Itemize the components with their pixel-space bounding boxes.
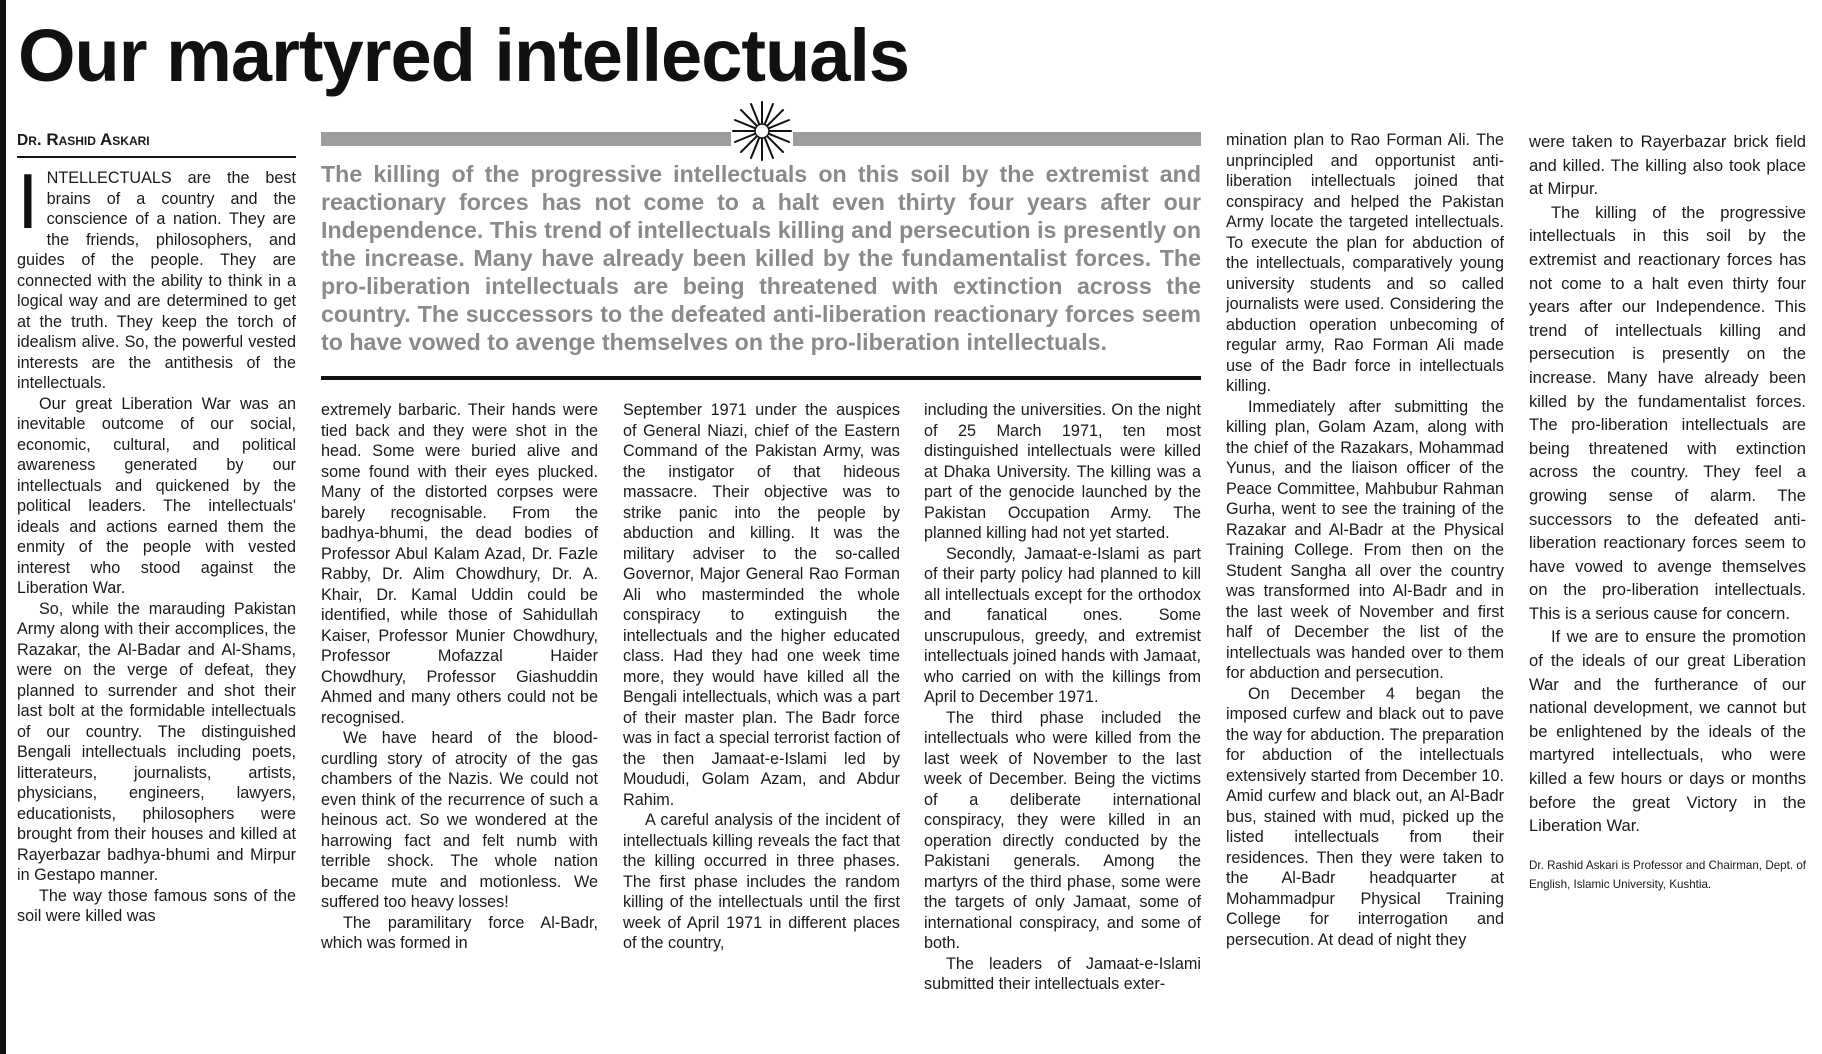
column-4-paragraph-1: including the universities. On the night of 25 March 1971, ten most distinguished intellectuals were killed at Dhaka University. The killing was a part of the genocide launched by the Pakistan Occupation Army. The planned killing had not yet started.	[924, 401, 1201, 542]
article-column-4	[924, 400, 1201, 1050]
author-footnote: Dr. Rashid Askari is Professor and Chairman, Dept. of English, Islamic University, Kushtia.	[1529, 858, 1806, 891]
column-2-paragraph-3: The paramilitary force Al-Badr, which was formed in	[321, 913, 598, 952]
column-4-paragraph-2: Secondly, Jamaat-e-Islami as part of their party policy had planned to kill all intellectuals except for the orthodox and fanatical ones. Some unscrupulous, greedy, and extremist intellectuals joined hands with Jamaat, who carried on with the killings from April to December 1971.	[924, 544, 1201, 706]
article-column-1	[17, 168, 296, 1048]
article-column-5	[1226, 130, 1504, 1050]
byline-initial: D	[17, 132, 29, 149]
column-4-paragraph-4: The leaders of Jamaat-e-Islami submitted their intellectuals exter-	[924, 954, 1201, 993]
column-3-paragraph-2: A careful analysis of the incident of intellectuals killing reveals the fact that the killing occurred in three phases. The first phase includes the random killing of the intellectuals until the first week of April 1971 in different places of the country,	[623, 811, 900, 952]
column-1-paragraph-3: So, while the marauding Pakistan Army along with their accomplices, the Razakar, the Al-Badar and Al-Shams, were on the verge of defeat, they planned to surrender and shot their last bolt at the formidable intellectuals of our country. The distinguished Bengali intellectuals including poets, litterateurs, journalists, artists, physicians, engineers, lawyers, educationists, philosophers were brought from their houses and killed at Rayerbazar badhya-bhumi and Mirpur in Gestapo manner.	[17, 599, 296, 884]
column-2-paragraph-1: extremely barbaric. Their hands were tied back and they were shot in the head. Some were buried alive and some found with their eyes plucked. Many of the distorted corpses were barely recognisable. From the badhya-bhumi, the dead bodies of Professor Abul Kalam Azad, Dr. Fazle Rabby, Dr. Alim Chowdhury, Dr. A. Khair, Dr. Kamal Uddin could be identified, while those of Sahidullah Kaiser, Professor Munier Chowdhury, Professor Mofazzal Haider Chowdhury, Professor Giashuddin Ahmed and many others could not be recognised.	[321, 401, 598, 727]
pull-quote-bottom-rule	[321, 376, 1201, 380]
column-5-paragraph-3: On December 4 began the imposed curfew and black out to pave the way for abduction. The preparation for abduction of the intellectuals extensively started from December 10. Amid curfew and black out, an Al-Badr bus, stained with mud, picked up the listed intellectuals from their residences. Then they were taken to the Al-Badr headquarter at Mohammadpur Physical Training College for interrogation and persecution. At dead of night they	[1226, 684, 1504, 949]
drop-cap: I	[17, 168, 39, 245]
article-column-2	[321, 400, 598, 1050]
column-1-paragraph-1: INTELLECTUALS are the best brains of a country and the conscience of a nation. They are the friends, philosophers, and guides of the people. They are connected with the ability to think in a logical way and are determined to get at the truth. They keep the torch of idealism alive. So, the powerful vested interests are the antithesis of the intellectuals.	[17, 168, 296, 392]
column-1-paragraph-2: Our great Liberation War was an inevitable outcome of our social, economic, cultural, and political awareness generated by our intellectuals and quickened by the political leaders. The intellectuals' ideals and actions earned them the enmity of the people with vested interest who stood against the Liberation War.	[17, 394, 296, 597]
article-column-6	[1529, 130, 1806, 1050]
left-margin-rule	[0, 0, 6, 1054]
column-1-paragraph-4: The way those famous sons of the soil were killed was	[17, 886, 296, 925]
pull-quote: The killing of the progressive intellectuals on this soil by the extremist and reactionary forces has not come to a halt even thirty four years after our Independence. This trend of intellectuals killing and persecution is presently on the increase. Many have already been killed by the fundamentalist forces. The pro-liberation intellectuals are being threatened with extinction across the country. The successors to the defeated anti-liberation reactionary forces seem to have vowed to avenge themselves on the pro-liberation intellectuals.	[321, 161, 1201, 355]
byline	[17, 130, 296, 158]
column-5-paragraph-1: mination plan to Rao Forman Ali. The unprincipled and opportunist anti-liberation intellectuals joined that conspiracy and helped the Pakistan Army locate the targeted intellectuals. To execute the plan for abduction of the intellectuals, comparatively young university students and so called journalists were used. Considering the abduction operation unbecoming of regular army, Rao Forman Ali made use of the Badr force in intellectuals killing.	[1226, 131, 1504, 395]
column-6-paragraph-3: If we are to ensure the promotion of the ideals of our great Liberation War and the furtherance of our national development, we cannot but be enlightened by the ideals of the martyred intellectuals, who were killed a few hours or days or months before the great Victory in the Liberation War.	[1529, 627, 1806, 836]
byline-name: r. Rashid Askari	[28, 130, 150, 149]
headline: Our martyred intellectuals	[18, 14, 910, 97]
column-4-paragraph-3: The third phase included the intellectuals who were killed from the last week of November to the last week of December. Being the victims of a deliberate international conspiracy, they were killed in an operation directly conducted by the Pakistani generals. Among the martyrs of the third phase, some were the targets of only Jamaat, some of international conspiracy, and some of both.	[924, 708, 1201, 952]
column-5-paragraph-2: Immediately after submitting the killing plan, Golam Azam, along with the chief of the Razakars, Mohammad Yunus, and the liaison officer of the Peace Committee, Mahbubur Rahman Gurha, went to see the training of the Razakar and Al-Badr at the Physical Training College. From then on the Student Sangha all over the country was transformed into Al-Badr and in the last week of November and first half of December the list of the intellectuals was handed over to them for abduction and persecution.	[1226, 397, 1504, 682]
column-6-paragraph-2: The killing of the progressive intellectuals in this soil by the extremist and reactionary forces has not come to a halt even thirty four years after our Independence. This trend of intellectuals killing and persecution is presently on the increase. Many have already been killed by the fundamentalist forces. The pro-liberation intellectuals are being threatened with extinction across the country. They feel a growing sense of alarm. The successors to the defeated anti-liberation reactionary forces seem to have vowed to avenge themselves on the pro-liberation intellectuals. This is a serious cause for concern.	[1529, 202, 1806, 623]
article-column-3	[623, 400, 900, 1050]
column-6-paragraph-1: were taken to Rayerbazar brick field and killed. The killing also took place at Mirpur.	[1529, 132, 1806, 199]
column-2-paragraph-2: We have heard of the blood-curdling story of atrocity of the gas chambers of the Nazis. We could not even think of the recurrence of such a heinous act. So we wondered at the harrowing fact and felt numb with terrible shock. The whole nation became mute and motionless. We suffered too heavy losses!	[321, 729, 598, 911]
column-3-paragraph-1: September 1971 under the auspices of General Niazi, chief of the Eastern Command of the Pakistan Army, was the instigator of that hideous massacre. Their objective was to strike panic into the people by abduction and killing. It was the military adviser to the so-called Governor, Major General Rao Forman Ali who masterminded the whole conspiracy to extinguish the intellectuals and the higher educated class. Had they had one week time more, they would have killed all the Bengali intellectuals, which was a part of their master plan. The Badr force was in fact a special terrorist faction of the then Jamaat-e-Islami led by Moududi, Golam Azam, and Abdur Rahim.	[623, 401, 900, 809]
starburst-ornament	[731, 100, 793, 162]
